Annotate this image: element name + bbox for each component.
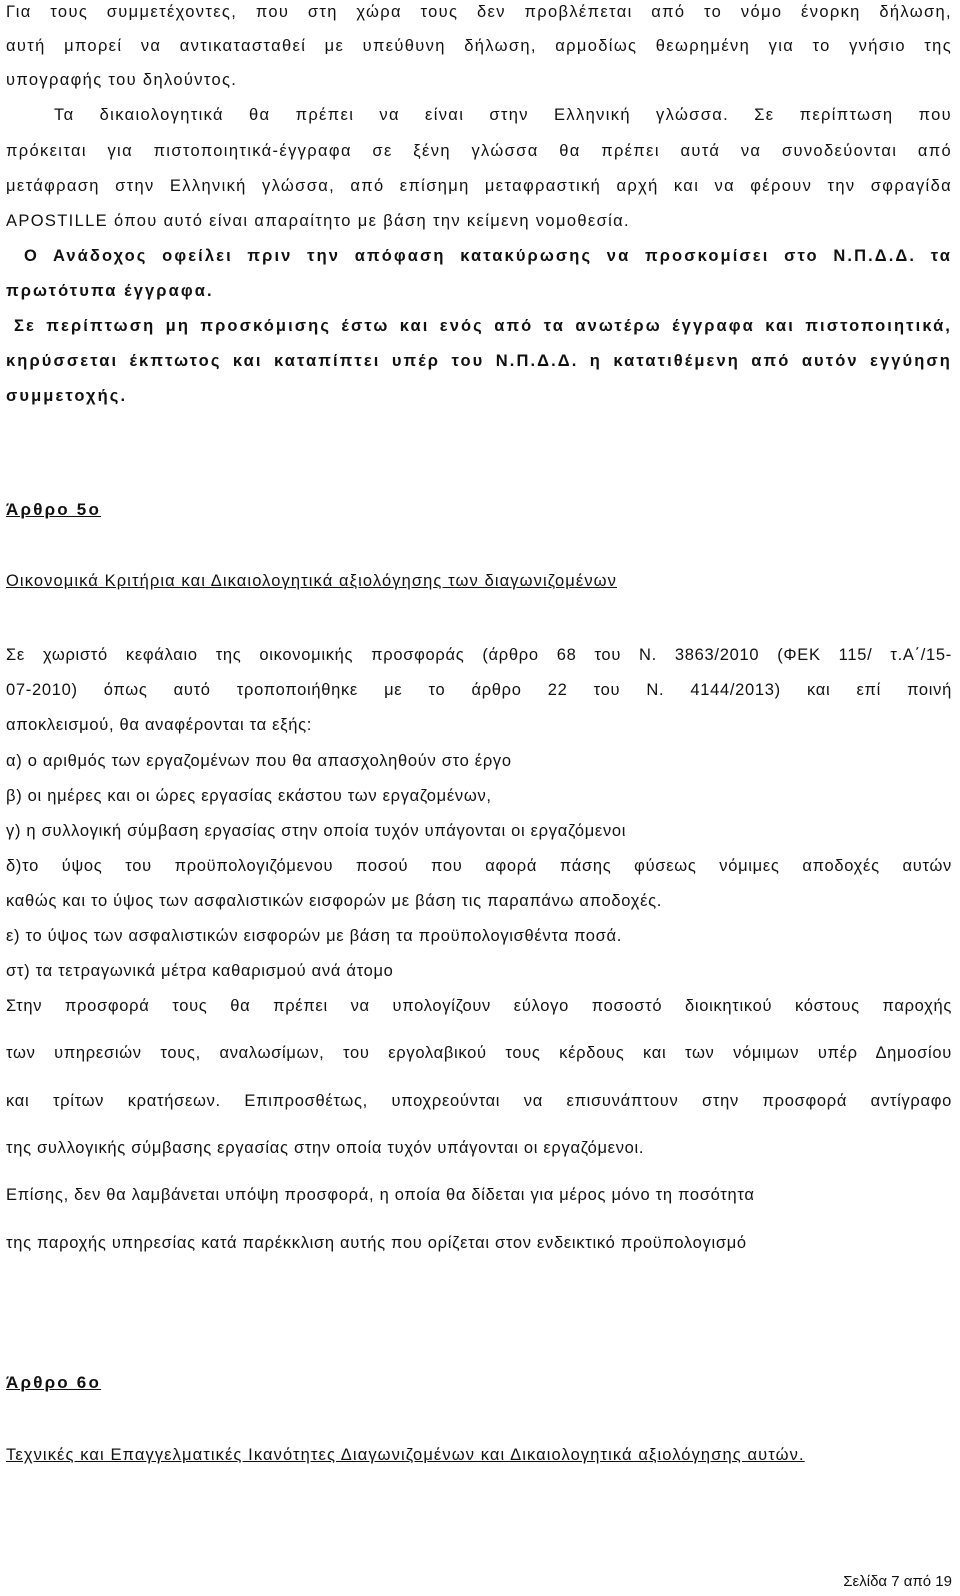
article-5-line-3: αποκλεισμού, θα αναφέρονται τα εξής: (6, 716, 313, 734)
intro-p2-line-4: APOSTILLE όπου αυτό είναι απαραίτητο με βάση την κείμενη νομοθεσία. (6, 212, 630, 230)
intro-p4-line-1: Σε περίπτωση μη προσκόμισης έστω και ενός από τα ανωτέρω έγγραφα και πιστοποιητικά, (14, 317, 952, 335)
article-5-line-8: καθώς και το ύψος των ασφαλιστικών εισφορών με βάση τις παραπάνω αποδοχές. (6, 892, 663, 910)
article-5-line-14: της συλλογικής σύμβασης εργασίας στην οποία τυχόν υπάγονται οι εργαζόμενοι. (6, 1139, 645, 1157)
article-5-line-1: Σε χωριστό κεφάλαιο της οικονομικής προσφοράς (άρθρο 68 του Ν. 3863/2010 (ΦΕΚ 115/ τ.Α΄/15- (6, 646, 952, 664)
intro-p1-line-1: Για τους συμμετέχοντες, που στη χώρα τους δεν προβλέπεται από το νόμο ένορκη δήλωση, (6, 3, 952, 21)
intro-p3-line-1: Ο Ανάδοχος οφείλει πριν την απόφαση κατακύρωσης να προσκομίσει στο Ν.Π.Δ.Δ. τα (24, 247, 952, 265)
article-5-line-12: των υπηρεσιών τους, αναλωσίμων, του εργολαβικού τους κέρδους και των νόμιμων υπέρ Δημοσίου (6, 1044, 952, 1062)
intro-p4-line-2: κηρύσσεται έκπτωτος και καταπίπτει υπέρ του Ν.Π.Δ.Δ. η κατατιθέμενη από αυτόν εγγύηση (6, 352, 952, 370)
article-5-line-2: 07-2010) όπως αυτό τροποποιήθηκε με το άρθρο 22 του Ν. 4144/2013) και επί ποινή (6, 681, 952, 699)
article-5-line-4: α) ο αριθμός των εργαζομένων που θα απασχοληθούν στο έργο (6, 752, 512, 770)
page-number: Σελίδα 7 από 19 (843, 1573, 952, 1590)
article-5-line-6: γ) η συλλογική σύμβαση εργασίας στην οποία τυχόν υπάγονται οι εργαζόμενοι (6, 822, 627, 840)
intro-p1-line-3: υπογραφής του δηλούντος. (6, 71, 238, 89)
intro-p4-line-3: συμμετοχής. (6, 387, 128, 405)
intro-p2-line-3: μετάφραση στην Ελληνική γλώσσα, από επίσημη μεταφραστική αρχή και να φέρουν την σφραγίδα (6, 177, 952, 195)
intro-p1-line-2: αυτή μπορεί να αντικατασταθεί με υπεύθυνη δήλωση, αρμοδίως θεωρημένη για το γνήσιο της (6, 37, 952, 55)
article-5-line-16: της παροχής υπηρεσίας κατά παρέκκλιση αυτής που ορίζεται στον ενδεικτικό προϋπολογισμό (6, 1234, 747, 1252)
intro-p3-line-2: πρωτότυπα έγγραφα. (6, 282, 214, 300)
article-6-heading: Άρθρο 6ο (6, 1373, 102, 1392)
intro-p2-line-1: Τα δικαιολογητικά θα πρέπει να είναι στην Ελληνική γλώσσα. Σε περίπτωση που (54, 106, 952, 124)
intro-p2-line-2: πρόκειται για πιστοποιητικά-έγγραφα σε ξένη γλώσσα θα πρέπει αυτά να συνοδεύονται από (6, 142, 952, 160)
article-5-line-13: και τρίτων κρατήσεων. Επιπροσθέτως, υποχρεούνται να επισυνάπτουν στην προσφορά αντίγραφο (6, 1092, 952, 1110)
article-5-line-9: ε) το ύψος των ασφαλιστικών εισφορών με βάση τα προϋπολογισθέντα ποσά. (6, 927, 623, 945)
article-5-subheading: Οικονομικά Κριτήρια και Δικαιολογητικά αξιολόγησης των διαγωνιζομένων (6, 572, 617, 590)
article-5-line-7: δ)το ύψος του προϋπολογιζόμενου ποσού που αφορά πάσης φύσεως νόμιμες αποδοχές αυτών (6, 857, 952, 875)
article-5-line-5: β) οι ημέρες και οι ώρες εργασίας εκάστου των εργαζομένων, (6, 787, 492, 805)
article-5-line-15: Επίσης, δεν θα λαμβάνεται υπόψη προσφορά, η οποία θα δίδεται για μέρος μόνο τη ποσότητα (6, 1186, 755, 1204)
article-5-heading: Άρθρο 5ο (6, 500, 102, 519)
article-6-subheading: Τεχνικές και Επαγγελματικές Ικανότητες Διαγωνιζομένων και Δικαιολογητικά αξιολόγησης αυτών. (6, 1446, 805, 1464)
article-5-line-10: στ) τα τετραγωνικά μέτρα καθαρισμού ανά άτομο (6, 962, 394, 980)
article-5-line-11: Στην προσφορά τους θα πρέπει να υπολογίζουν εύλογο ποσοστό διοικητικού κόστους παροχής (6, 997, 952, 1015)
